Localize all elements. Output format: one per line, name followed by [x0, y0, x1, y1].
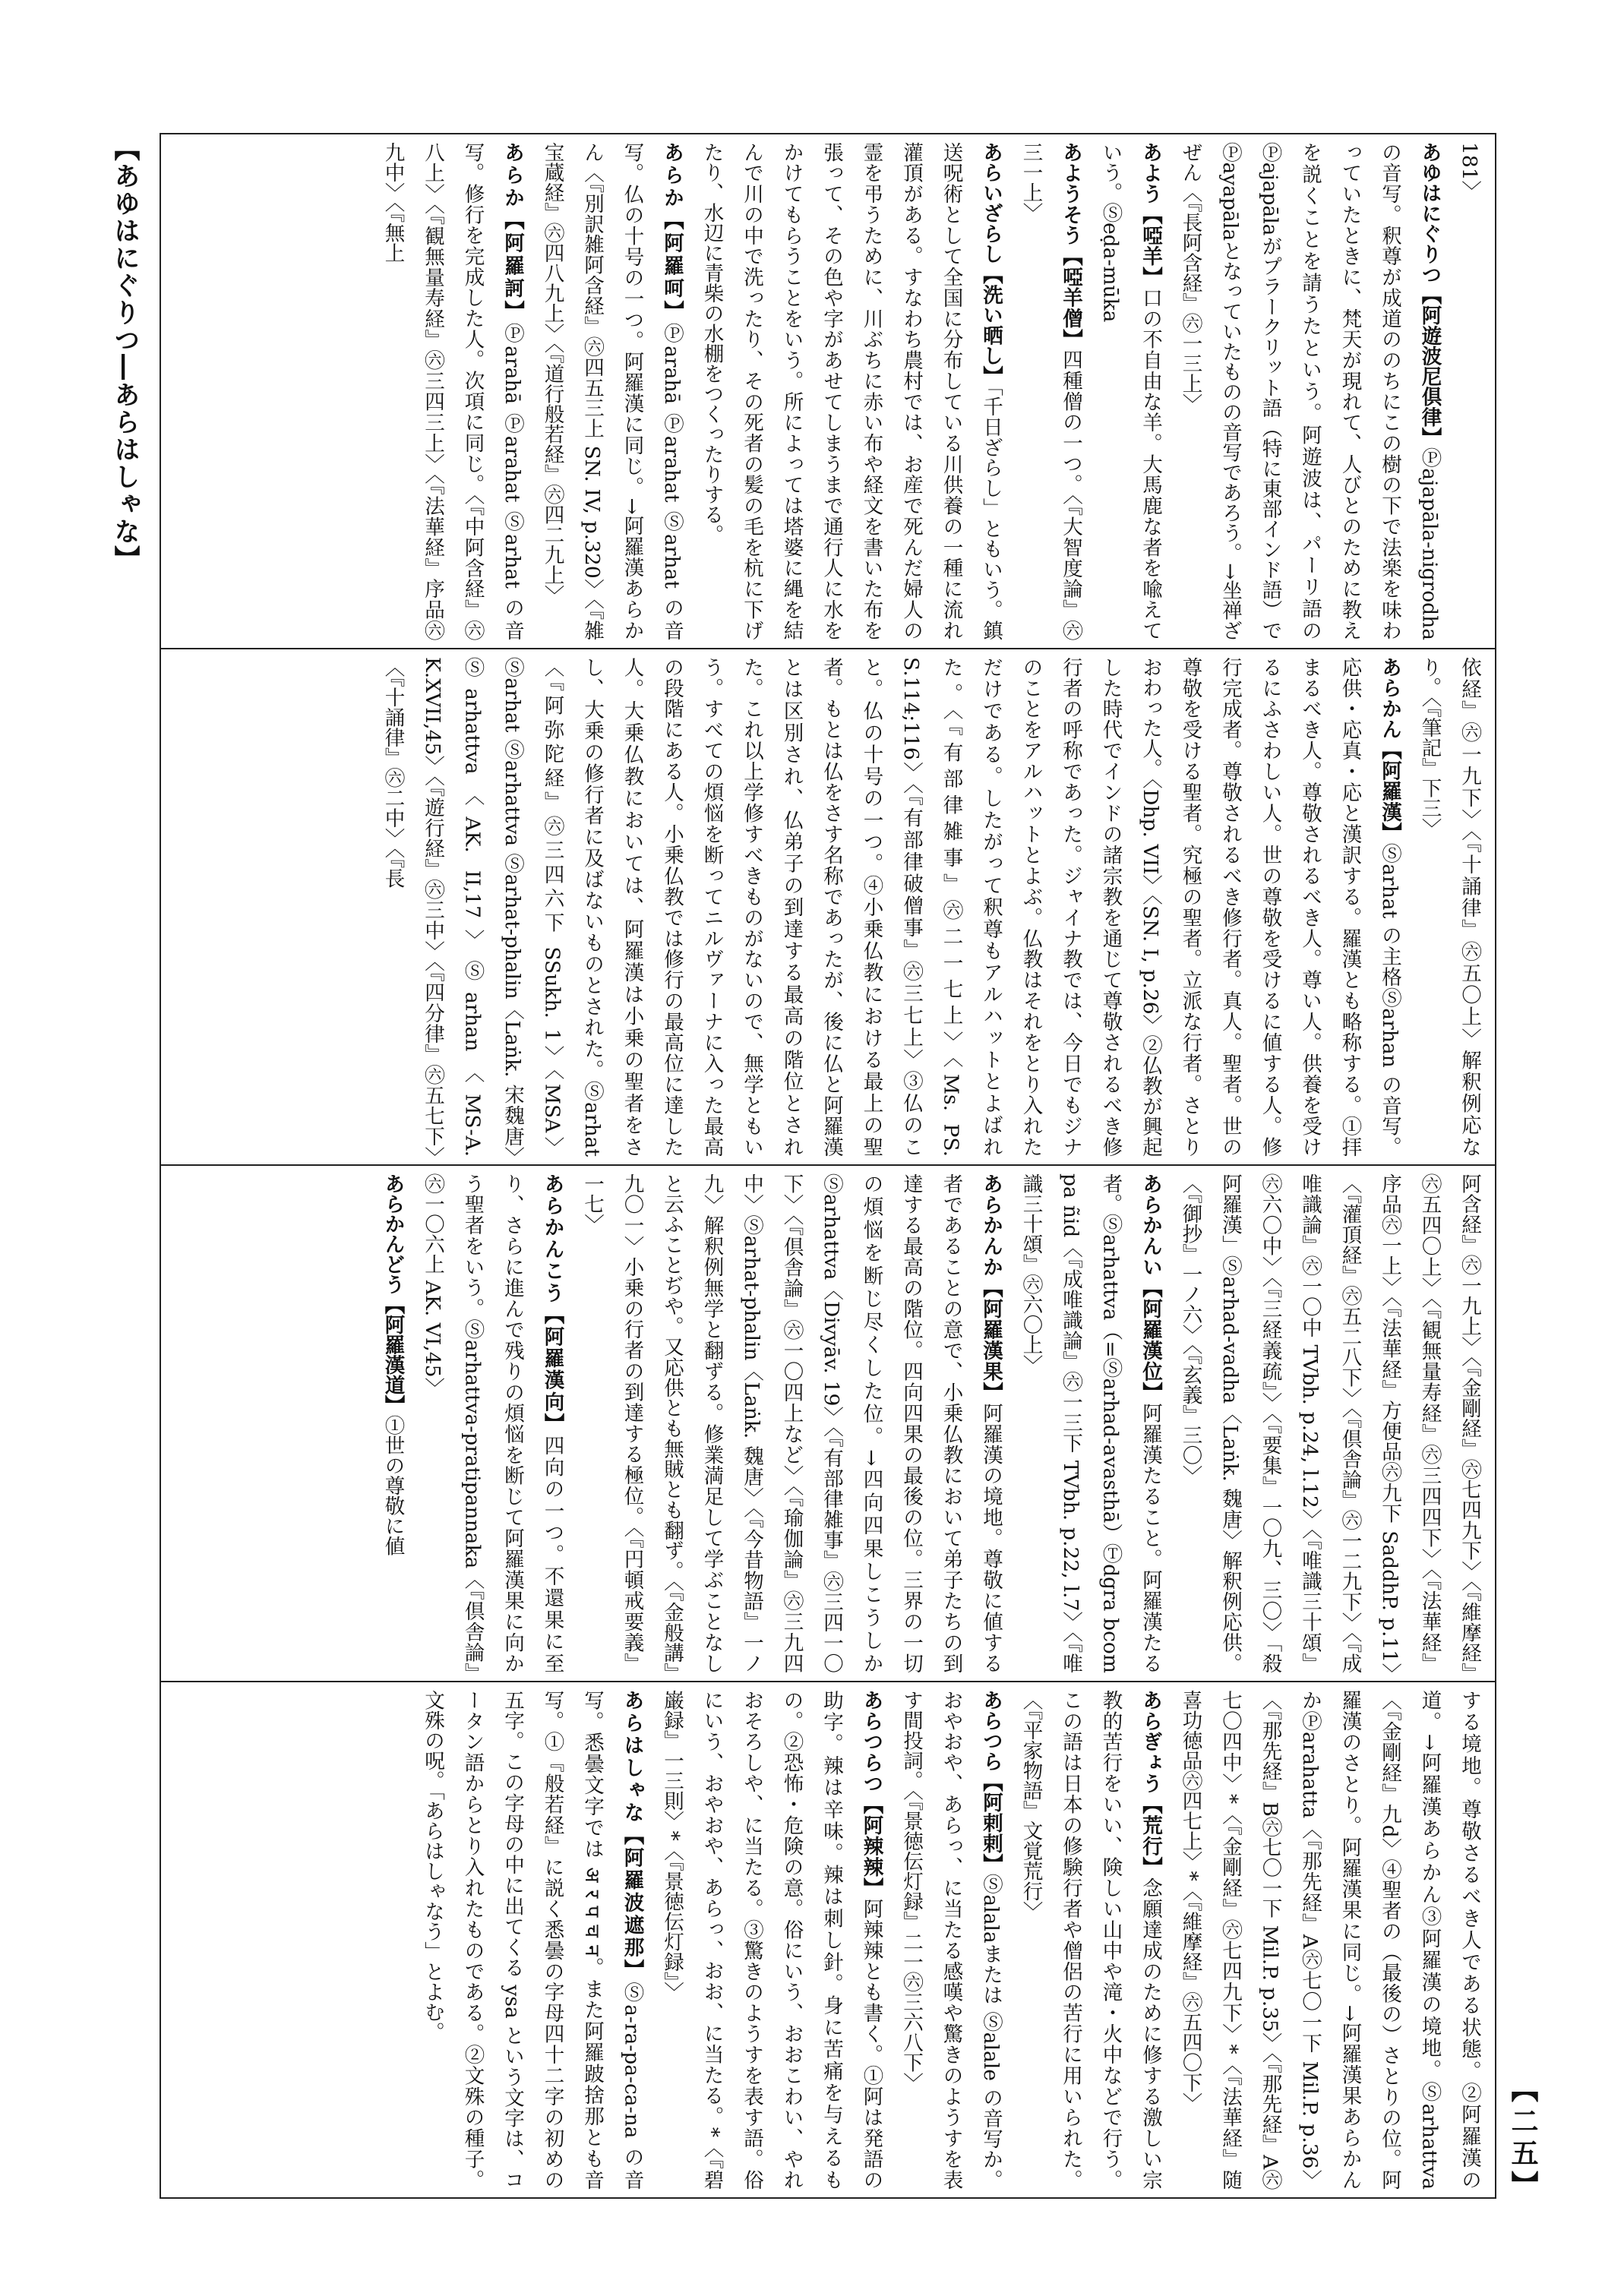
definition: 阿辣辣とも書く。①阿は発語の助字。辣は辛味。辣は刺し針。身に苦痛を与えるもの。②恐怖・危険の意。俗にいう、おおこわい、やれおそろしや、に当たる。③驚きのようすを表す語。俗にいう、おやおや、あらっ、おお、に当たる。*〈『碧巌録』一三則〉*〈『景徳伝灯録』〉: [660, 1690, 883, 2190]
definition: Ⓟarahā Ⓟarahat Ⓢarhat の音写。修行を完成した人。次項に同じ。〈『中阿含経』㊅八上〉〈『観無量寿経』㊅三四三上〉〈『法華経』序品㊅九中〉〈『無上: [381, 142, 524, 640]
page-number: 【二五】: [1507, 2075, 1538, 2203]
headword: あらかんどう【阿羅漢道】: [381, 1173, 405, 1415]
entry-ayousou: [1010, 142, 1090, 640]
headword: あらいざらし【洗い晒し】: [979, 142, 1003, 387]
headword: あようそう【啞羊僧】: [1059, 142, 1082, 350]
definition: Ⓟarahā Ⓟarahat Ⓢarhat の音写。仏の十号の一つ。阿羅漢に同じ。→阿羅漢あらかん〈『別訳雑阿含経』㊅四五三上 SN. IV, p.320〉〈『雑宝蔵経』㊅四八九上〉〈『道行般若経』㊅四二九上〉: [540, 142, 684, 640]
headword: あらはしゃな【阿羅波遮那】: [620, 1690, 644, 1982]
entry-arakan-ka: [572, 1173, 1011, 1673]
entry-continuation: [1409, 657, 1489, 1157]
definition: 四向の一つ。不還果に至り、さらに進んで残りの煩悩を断じて阿羅漢果に向かう聖者をいう。Ⓢarhattva-pratipannaka〈『倶舎論』㊅一〇六上 AK. VI,45〉: [421, 1173, 564, 1673]
headword: あらかんこう【阿羅漢向】: [540, 1173, 564, 1435]
entry-ayou: [1090, 142, 1170, 640]
entry-arahashana: [412, 1690, 652, 2190]
entry-aratsura: [891, 1690, 1011, 2190]
headword: あゆはにぐりつ【阿遊波尼倶律】: [1417, 142, 1442, 448]
definition: Ⓢalalaまたは Ⓢalale の音写か。おやおや、あらっ、に当たる感嘆や驚きのようすを表す間投詞。〈『景徳伝灯録』二一㊅三六八下〉: [899, 1690, 1003, 2190]
headword: あらつら【阿剌剌】: [979, 1690, 1003, 1874]
definition: 阿含経』㊅一九上〉〈『金剛経』㊅七四九下〉〈『維摩経』㊅五四〇上〉〈『観無量寿経』㊅三四四下〉〈『法華経』序品㊅一上〉〈『法華経』方便品㊅九下 SaddhP. p.11〉〈『灌頂経』㊅五二八下〉〈『倶舎論』㊅一二九下〉〈『成唯識論』㊅一〇中 TVbh. p.24, l.12〉〈『唯識三十頌』㊅六〇中〉〈『三経義疏』〉〈『要集』一〇九、三〇〉「殺阿羅漢」Ⓢarhad-vadha〈Laṅk. 魏唐〉解釈例応供。〈『御抄』一ノ六〉〈『玄義』三〇〉: [1178, 1173, 1481, 1673]
entry-araka-2: [372, 142, 532, 640]
tier-2-text: [167, 657, 1489, 1157]
tier-4: [160, 1682, 1496, 2199]
definition: 阿羅漢たること。阿羅漢たる者。Ⓢarhattva（=Ⓢarhad-avasthā）Ⓣdgra bcom pa ñid〈『成唯識論』㊅一三下 TVbh. p.22, l.7〉〈『唯識三十頌』㊅六〇上〉: [1019, 1173, 1162, 1673]
definition: Ⓢa-ra-pa-ca-na の音写。悉曇文字では अ र प च न。また阿羅跛捨那とも音写。①『般若経』に説く悉曇の字母四十二字の初めの五字。この字母の中に出てくる ysa という文字は、コータン語からとり入れたものである。②文殊の種子。文殊の呪。「あらはしゃなう」とよむ。: [421, 1690, 644, 2190]
entry-araka-1: [532, 142, 691, 640]
definition: 依経』㊅一九下〉〈『十誦律』㊅五〇上〉解釈例応なり。〈『筆記』下三〉: [1417, 657, 1481, 1157]
running-head: 【あゆはにぐりつ―あらはしゃな】: [109, 135, 140, 573]
headword: あらか【阿羅呵】: [660, 142, 684, 324]
definition: 四種僧の一つ。〈『大智度論』㊅三一上〉: [1019, 142, 1082, 640]
tier-1-text: [167, 142, 1489, 640]
tier-3-text: [167, 1173, 1489, 1673]
tier-3: [160, 1166, 1496, 1682]
definition: 阿羅漢の境地。尊敬に値する者であることの意で、小乗仏教において弟子たちの到達する最高の階位。四向四果の最後の位。三界の一切の煩悩を断じ尽くした位。→四向四果しこうしかⓈarhattva〈Divyāv. 19〉〈『有部律雑事』㊅三四一〇下〉〈『倶舎論』㊅一〇四上など〉〈『瑜伽論』㊅三九四中〉Ⓢarhat-phalin〈Laṅk. 魏唐〉〈『今昔物語』一ノ九〉解釈例無学と翻ずる。修業満足して学ぶことなしと云ふことぢや。又応供とも無賊とも翻ず。〈『金般講』九〇一〉小乗の行者の到達する極位。〈『円頓戒要義』一七〉: [580, 1173, 1003, 1673]
headword: あらつらつ【阿辣辣】: [859, 1690, 883, 1899]
definition: 口の不自由な羊。大馬鹿な者を喩えていう。Ⓢeḍa-mūka: [1098, 142, 1162, 640]
headword: あらかん【阿羅漢】: [1378, 657, 1401, 844]
entry-arakan-kou: [412, 1173, 572, 1673]
tier-1: [160, 133, 1496, 649]
definition: Ⓢarhat の主格Ⓢarhan の音写。応供・応真・応と漢訳する。羅漢とも略称する。①拝まるべき人。尊敬されるべき人。尊い人。供養を受けるにふさわしい人。世の尊敬を受けるに値する人。修行完成者。尊敬されるべき修行者。真人。聖者。世の尊敬を受ける聖者。究極の聖者。立派な行者。さとりおわった人。〈Dhp. VII〉〈SN. I, p.26〉②仏教が興起した時代でインドの諸宗教を通じて尊敬されるべき修行者の呼称であった。ジャイナ教では、今日でもジナのことをアルハットとよぶ。仏教はそれをとり入れただけである。したがって釈尊もアルハットとよばれた。〈『有部律雑事』㊅二一七上〉〈Ms. PS. S.114;116〉〈『有部律破僧事』㊅三七上〉③仏のこと。仏の十号の一つ。④小乗仏教における最上の聖者。もとは仏をさす名称であったが、後に仏と阿羅漢とは区別され、仏弟子の到達する最高の階位とされた。これ以上学修すべきものがないので、無学ともいう。すべての煩悩を断ってニルヴァーナに入った最高の段階にある人。小乗仏教では修行の最高位に達した人。大乗仏教においては、阿羅漢は小乗の聖者をさし、大乗の修行者に及ばないものとされた。Ⓢarhat〈『阿弥陀経』㊅三四六下 SSukh. 1〉〈MSA〉Ⓢarhat Ⓢarhattva Ⓢarhat-phalin〈Laṅk. 宋魏唐〉Ⓢarhattva〈AK. II,17〉Ⓢarhan〈MS-A. K.XVII,45〉〈『遊行経』㊅三中〉〈『四分律』㊅五七下〉〈『十誦律』㊅二中〉〈『長: [381, 657, 1401, 1157]
headword: あらぎょう【荒行】: [1139, 1690, 1162, 1878]
entry-arakan-i: [1010, 1173, 1170, 1673]
entry-aragyou: [1010, 1690, 1170, 2190]
tier-4-text: [167, 1690, 1489, 2190]
headword: あらか【阿羅訶】: [501, 142, 524, 324]
headword: あらかんい【阿羅漢位】: [1139, 1173, 1162, 1404]
definition: ①世の尊敬に値: [381, 1415, 405, 1556]
entry-continuation: [1170, 1173, 1489, 1673]
definition: 念願達成のために修する激しい宗教的苦行をいい、険しい山中や滝・火中などで行う。この語は日本の修験行者や僧侶の苦行に用いられた。〈『平家物語』文覚荒行〉: [1019, 1690, 1162, 2190]
entry-ayuhanigurits: [1170, 142, 1449, 640]
entry-arakan: [372, 657, 1409, 1157]
entry-page-ref: 181〉: [1458, 142, 1481, 201]
definition: 「千日ざらし」ともいう。鎮送呪術として全国に分布している川供養の一種に流れ灌頂がある。すなわち農村では、お産で死んだ婦人の霊を弔うために、川ぶちに赤い布や経文を書いた布を張って、その色や字があせてしまうまで通行人に水をかけてもらうことをいう。所によっては塔婆に縄を結んで川の中で洗ったり、その死者の髪の毛を杭に下げたり、水辺に青柴の水棚をつくったりする。: [700, 142, 1003, 640]
definition: Ⓟajapāla-nigrodha の音写。釈尊が成道ののちにこの樹の下で法楽を味わっていたときに、梵天が現れて、人びとのために教えを説くことを請うたという。阿遊波は、パーリ語のⓅajapālaがプラークリット語（特に東部インド語）でⓅayapālaとなっていたものの音写であろう。→坐禅ざぜん〈『長阿含経』㊅一三上〉: [1178, 142, 1442, 640]
entry-continuation: [1170, 1690, 1489, 2190]
entry-araizarashi: [691, 142, 1010, 640]
entry-aratsuratsu: [652, 1690, 891, 2190]
tier-2: [160, 649, 1496, 1166]
entry-arakan-dou: [372, 1173, 412, 1673]
headword: あらかんか【阿羅漢果】: [979, 1173, 1003, 1404]
definition: する境地。尊敬さるべき人である状態。②阿羅漢の道。→阿羅漢あらかん③阿羅漢の境地。Ⓢarhattva〈『金剛経』九d〉④聖者の（最後の）さとりの位。阿羅漢のさとり。阿羅漢果に同じ。→阿羅漢果あらかんかⓅarahatta〈『那先経』A㊅七〇一下 Mil.P. p.36〉〈『那先経』B㊅七〇一下 Mil.P. p.35〉〈『那先経』A㊅七〇四中〉*〈『金剛経』㊅七四九下〉*〈『法華経』随喜功徳品㊅四七上〉*〈『維摩経』㊅五四〇下〉: [1178, 1690, 1481, 2190]
headword: あよう【啞羊】: [1139, 142, 1162, 288]
